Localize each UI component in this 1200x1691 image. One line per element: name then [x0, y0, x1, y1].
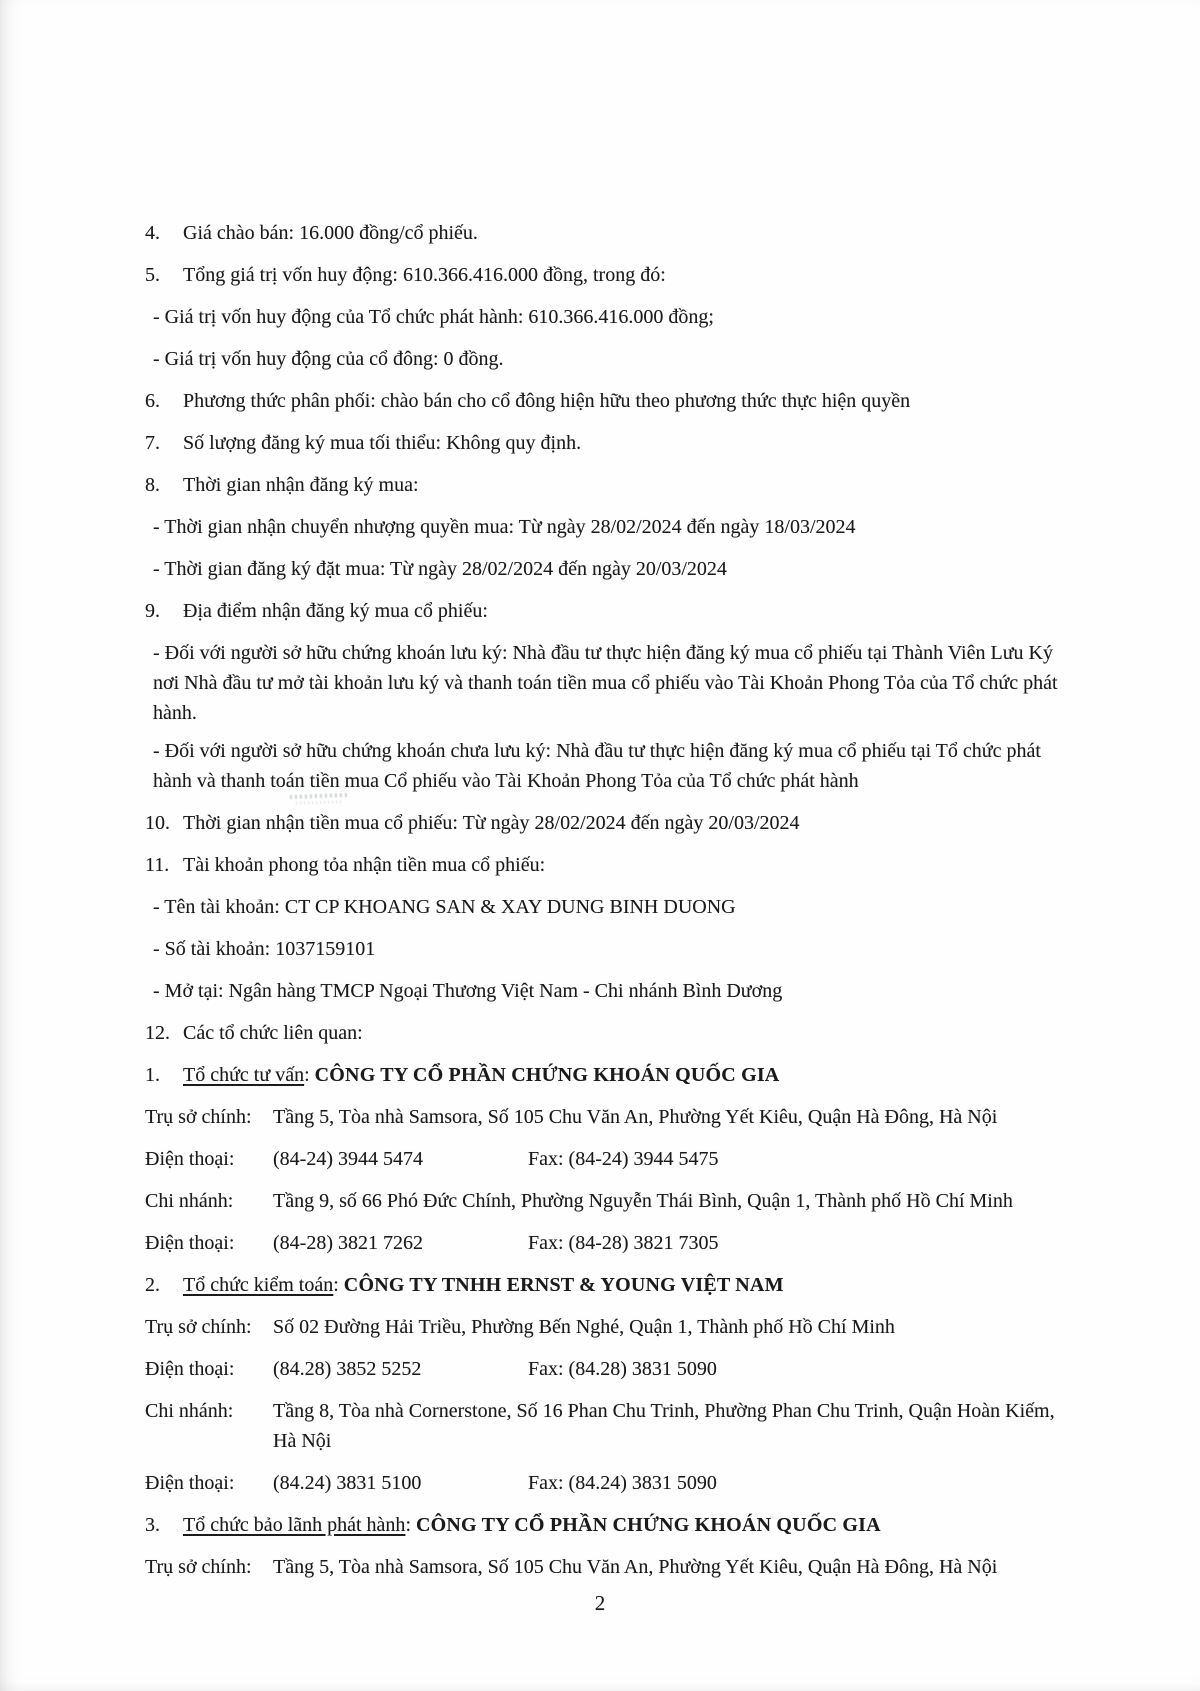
item-number: 6. — [145, 390, 160, 412]
org-separator: : — [304, 1064, 315, 1086]
org-heading-underwriter — [145, 1510, 1060, 1540]
org-title — [183, 1510, 1060, 1540]
org-role: Tổ chức tư vấn — [183, 1064, 305, 1086]
item-number: 5. — [145, 264, 160, 286]
sub-item-11c — [153, 976, 1060, 1006]
fax-value: Fax: (84.24) 3831 5090 — [528, 1472, 717, 1494]
list-item-7 — [145, 428, 1060, 458]
item-number: 7. — [145, 432, 160, 454]
item-text: Giá chào bán: 16.000 đồng/cổ phiếu. — [183, 222, 478, 244]
org-separator: : — [405, 1514, 416, 1536]
sub-item-text: - Mở tại: Ngân hàng TMCP Ngoại Thương Việt Nam - Chi nhánh Bình Dương — [153, 980, 783, 1002]
sub-item-text: - Giá trị vốn huy động của Tổ chức phát hành: 610.366.416.000 đồng; — [153, 306, 714, 328]
list-item-4 — [145, 218, 1060, 248]
sub-item-text: - Giá trị vốn huy động của cổ đông: 0 đồng. — [153, 348, 504, 370]
page-number: 2 — [594, 1591, 606, 1615]
row-value: Tầng 5, Tòa nhà Samsora, Số 105 Chu Văn An, Phường Yết Kiêu, Quận Hà Đông, Hà Nội — [273, 1556, 998, 1578]
item-number: 10. — [145, 812, 170, 834]
item-text: Tài khoản phong tỏa nhận tiền mua cổ phiếu: — [183, 854, 546, 876]
list-item-12 — [145, 1018, 1060, 1048]
fax-value: Fax: (84.28) 3831 5090 — [528, 1358, 717, 1380]
org-row-phone — [145, 1144, 1060, 1174]
org-number: 2. — [145, 1274, 160, 1296]
sub-item-text: - Tên tài khoản: CT CP KHOANG SAN & XAY DUNG BINH DUONG — [153, 896, 736, 918]
item-text: Thời gian nhận đăng ký mua: — [183, 474, 419, 496]
row-label: Điện thoại: — [145, 1472, 235, 1494]
org-row-headquarters — [145, 1312, 1060, 1342]
item-number: 8. — [145, 474, 160, 496]
sub-item-11b — [153, 934, 1060, 964]
item-text: Số lượng đăng ký mua tối thiểu: Không quy định. — [183, 432, 582, 454]
list-item-9 — [145, 596, 1060, 626]
org-name: CÔNG TY TNHH ERNST & YOUNG VIỆT NAM — [343, 1274, 784, 1296]
item-text: Phương thức phân phối: chào bán cho cổ đông hiện hữu theo phương thức thực hiện quyền — [183, 390, 911, 412]
sub-item-8b — [153, 554, 1060, 584]
org-row-phone — [145, 1354, 1060, 1384]
item-text: Địa điểm nhận đăng ký mua cổ phiếu: — [183, 600, 488, 622]
list-item-6 — [145, 386, 1060, 416]
org-row-phone — [145, 1468, 1060, 1498]
row-label: Trụ sở chính: — [145, 1316, 252, 1338]
row-label: Chi nhánh: — [145, 1190, 234, 1212]
org-heading-auditor — [145, 1270, 1060, 1300]
item-number: 11. — [145, 854, 170, 876]
sub-item-8a — [153, 512, 1060, 542]
org-separator: : — [333, 1274, 344, 1296]
row-label: Trụ sở chính: — [145, 1556, 252, 1578]
item-number: 12. — [145, 1022, 170, 1044]
org-name: CÔNG TY CỔ PHẦN CHỨNG KHOÁN QUỐC GIA — [416, 1514, 881, 1536]
sub-item-text: - Thời gian nhận chuyển nhượng quyền mua: Từ ngày 28/02/2024 đến ngày 18/03/2024 — [153, 516, 856, 538]
row-value: Số 02 Đường Hải Triều, Phường Bến Nghé, Quận 1, Thành phố Hồ Chí Minh — [273, 1316, 895, 1338]
row-value: Tầng 8, Tòa nhà Cornerstone, Số 16 Phan Chu Trinh, Phường Phan Chu Trinh, Quận Hoàn Kiếm, Hà Nội — [273, 1400, 1055, 1452]
org-row-branch — [145, 1186, 1060, 1216]
row-value: Tầng 5, Tòa nhà Samsora, Số 105 Chu Văn An, Phường Yết Kiêu, Quận Hà Đông, Hà Nội — [273, 1106, 998, 1128]
item-number: 9. — [145, 600, 160, 622]
sub-paragraph-9b: - Đối với người sở hữu chứng khoán chưa lưu ký: Nhà đầu tư thực hiện đăng ký mua cổ phiếu tại Tổ chức phát hành và thanh toán tiền mua Cổ phiếu vào Tài Khoản Phong Tỏa của Tổ chức phát hành — [153, 740, 1041, 792]
item-number: 4. — [145, 222, 160, 244]
row-value: Tầng 9, số 66 Phó Đức Chính, Phường Nguyễn Thái Bình, Quận 1, Thành phố Hồ Chí Minh — [273, 1190, 1013, 1212]
row-label: Điện thoại: — [145, 1358, 235, 1380]
fax-value: Fax: (84-28) 3821 7305 — [528, 1232, 719, 1254]
list-item-10 — [145, 808, 1060, 838]
org-title — [183, 1060, 1060, 1090]
sub-item-5b — [153, 344, 1060, 374]
org-row-phone — [145, 1228, 1060, 1258]
org-title — [183, 1270, 1060, 1300]
sub-item-text: - Thời gian đăng ký đặt mua: Từ ngày 28/02/2024 đến ngày 20/03/2024 — [153, 558, 727, 580]
org-number: 1. — [145, 1064, 160, 1086]
org-role: Tổ chức bảo lãnh phát hành — [183, 1514, 406, 1536]
org-row-branch — [145, 1396, 1060, 1456]
org-number: 3. — [145, 1514, 160, 1536]
sub-item-5a — [153, 302, 1060, 332]
sub-item-text: - Số tài khoản: 1037159101 — [153, 938, 376, 960]
row-label: Điện thoại: — [145, 1148, 235, 1170]
item-text: Thời gian nhận tiền mua cổ phiếu: Từ ngày 28/02/2024 đến ngày 20/03/2024 — [183, 812, 800, 834]
list-item-8 — [145, 470, 1060, 500]
org-name: CÔNG TY CỔ PHẦN CHỨNG KHOÁN QUỐC GIA — [314, 1064, 780, 1086]
row-label: Chi nhánh: — [145, 1400, 234, 1422]
sub-paragraph-9a: - Đối với người sở hữu chứng khoán lưu ký: Nhà đầu tư thực hiện đăng ký mua cổ phiếu tại Thành Viên Lưu Ký nơi Nhà đầu tư mở tài khoản lưu ký và thanh toán tiền mua cổ phiếu vào Tài Khoản Phong Tỏa của Tổ chức phát hành. — [153, 642, 1058, 724]
sub-item-11a — [153, 892, 1060, 922]
org-row-headquarters — [145, 1102, 1060, 1132]
phone-value: (84-24) 3944 5474 — [273, 1148, 423, 1170]
stamp-artifact — [290, 791, 348, 807]
phone-value: (84.28) 3852 5252 — [273, 1358, 422, 1380]
org-role: Tổ chức kiểm toán — [183, 1274, 334, 1296]
fax-value: Fax: (84-24) 3944 5475 — [528, 1148, 719, 1170]
phone-value: (84.24) 3831 5100 — [273, 1472, 422, 1494]
item-text: Tổng giá trị vốn huy động: 610.366.416.000 đồng, trong đó: — [183, 264, 666, 286]
list-item-11 — [145, 850, 1060, 880]
list-item-5 — [145, 260, 1060, 290]
row-label: Trụ sở chính: — [145, 1106, 252, 1128]
item-text: Các tổ chức liên quan: — [183, 1022, 363, 1044]
org-heading-advisor — [145, 1060, 1060, 1090]
phone-value: (84-28) 3821 7262 — [273, 1232, 423, 1254]
org-row-headquarters — [145, 1552, 1060, 1582]
row-label: Điện thoại: — [145, 1232, 235, 1254]
